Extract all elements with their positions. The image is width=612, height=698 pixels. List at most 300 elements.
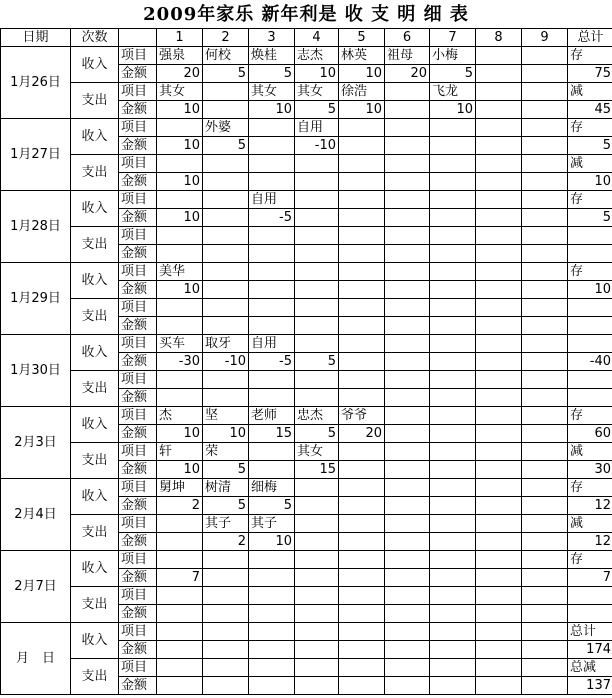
- item-cell: 树清: [203, 479, 249, 497]
- table-row: [1, 623, 612, 641]
- item-cell: [339, 551, 385, 569]
- item-cell: 外婆: [203, 119, 249, 137]
- item-cell: [430, 335, 476, 353]
- date-cell: 1月28日: [1, 191, 71, 263]
- item-label: 项目: [119, 371, 157, 389]
- item-cell: 轩: [157, 443, 203, 461]
- item-cell: 徐浩: [339, 83, 385, 101]
- amount-cell: [385, 677, 430, 695]
- total-label-cell: 存: [568, 47, 612, 65]
- amount-cell: [157, 641, 203, 659]
- header-row: [1, 29, 612, 47]
- amount-cell: -10: [203, 353, 249, 371]
- amount-cell: [385, 605, 430, 623]
- amount-cell: [203, 677, 249, 695]
- amount-cell: [430, 425, 476, 443]
- amount-cell: [385, 569, 430, 587]
- amount-cell: [522, 137, 568, 155]
- amount-cell: [339, 533, 385, 551]
- amount-cell: 5: [203, 137, 249, 155]
- item-cell: [385, 191, 430, 209]
- item-cell: [203, 191, 249, 209]
- table-row: [1, 263, 612, 281]
- amount-cell: [249, 641, 295, 659]
- amount-cell: [385, 497, 430, 515]
- total-value-cell: 7: [568, 569, 612, 587]
- amount-cell: 10: [157, 173, 203, 191]
- item-cell: [203, 371, 249, 389]
- amount-cell: [476, 101, 522, 119]
- item-cell: [385, 227, 430, 245]
- item-cell: 买车: [157, 335, 203, 353]
- amount-cell: [249, 389, 295, 407]
- amount-cell: [522, 281, 568, 299]
- item-cell: [203, 659, 249, 677]
- item-label: 项目: [119, 443, 157, 461]
- item-cell: [249, 119, 295, 137]
- item-label: 项目: [119, 551, 157, 569]
- item-cell: [430, 515, 476, 533]
- expense-type-cell: 支出: [71, 443, 119, 479]
- item-cell: [157, 551, 203, 569]
- amount-cell: [339, 461, 385, 479]
- amount-cell: [385, 353, 430, 371]
- amount-label: 金额: [119, 209, 157, 227]
- item-cell: [430, 443, 476, 461]
- item-cell: [203, 299, 249, 317]
- item-cell: [430, 155, 476, 173]
- item-cell: [157, 659, 203, 677]
- total-value-cell: 174: [568, 641, 612, 659]
- sheet-title: 2009年家乐 新年利是 收 支 明 细 表: [143, 4, 469, 25]
- table-row: [1, 227, 612, 245]
- header-label-spacer: [119, 29, 157, 47]
- amount-cell: [385, 101, 430, 119]
- amount-label: 金额: [119, 353, 157, 371]
- income-type-cell: 收入: [71, 335, 119, 371]
- item-cell: [339, 515, 385, 533]
- amount-cell: [476, 641, 522, 659]
- total-value-cell: -40: [568, 353, 612, 371]
- income-type-cell: 收入: [71, 119, 119, 155]
- item-cell: [476, 371, 522, 389]
- item-cell: [203, 83, 249, 101]
- amount-cell: -5: [249, 353, 295, 371]
- expense-type-cell: 支出: [71, 155, 119, 191]
- item-cell: [430, 479, 476, 497]
- amount-cell: [339, 353, 385, 371]
- item-cell: [522, 191, 568, 209]
- item-cell: [385, 443, 430, 461]
- item-cell: [430, 659, 476, 677]
- item-cell: [476, 191, 522, 209]
- amount-cell: [476, 137, 522, 155]
- item-cell: [522, 47, 568, 65]
- item-cell: 其女: [295, 83, 339, 101]
- item-cell: [385, 407, 430, 425]
- amount-cell: 20: [385, 65, 430, 83]
- item-cell: [385, 83, 430, 101]
- amount-cell: [203, 245, 249, 263]
- amount-cell: [430, 317, 476, 335]
- item-label: 项目: [119, 227, 157, 245]
- amount-label: 金额: [119, 497, 157, 515]
- amount-cell: [476, 173, 522, 191]
- amount-cell: 5: [203, 497, 249, 515]
- amount-cell: [522, 317, 568, 335]
- amount-cell: [295, 281, 339, 299]
- amount-cell: [203, 317, 249, 335]
- item-cell: [522, 479, 568, 497]
- item-cell: [476, 119, 522, 137]
- item-cell: [476, 155, 522, 173]
- amount-cell: [522, 641, 568, 659]
- item-cell: [476, 551, 522, 569]
- header-date: 日期: [1, 29, 71, 47]
- income-type-cell: 收入: [71, 623, 119, 659]
- item-cell: [430, 227, 476, 245]
- amount-label: 金额: [119, 389, 157, 407]
- amount-cell: 10: [203, 425, 249, 443]
- item-cell: 荣: [203, 443, 249, 461]
- amount-cell: 10: [339, 101, 385, 119]
- item-cell: [157, 191, 203, 209]
- total-label-cell: 总减: [568, 659, 612, 677]
- amount-cell: -10: [295, 137, 339, 155]
- total-value-cell: 5: [568, 137, 612, 155]
- amount-cell: -5: [249, 209, 295, 227]
- item-cell: [203, 227, 249, 245]
- item-cell: [339, 587, 385, 605]
- amount-cell: 5: [295, 101, 339, 119]
- date-cell: 2月7日: [1, 551, 71, 623]
- item-cell: [249, 263, 295, 281]
- table-row: [1, 659, 612, 677]
- total-value-cell: 5: [568, 209, 612, 227]
- amount-cell: [430, 353, 476, 371]
- total-label-cell: 存: [568, 407, 612, 425]
- amount-cell: [476, 353, 522, 371]
- item-cell: [339, 191, 385, 209]
- item-cell: [522, 335, 568, 353]
- item-cell: [430, 587, 476, 605]
- amount-cell: [476, 497, 522, 515]
- expense-type-cell: 支出: [71, 659, 119, 695]
- income-type-cell: 收入: [71, 191, 119, 227]
- amount-cell: 10: [157, 425, 203, 443]
- total-value-cell: [568, 245, 612, 263]
- amount-cell: 10: [295, 65, 339, 83]
- amount-cell: [339, 641, 385, 659]
- item-cell: [339, 479, 385, 497]
- amount-cell: [339, 317, 385, 335]
- item-cell: [295, 191, 339, 209]
- amount-cell: [476, 65, 522, 83]
- item-cell: [430, 191, 476, 209]
- item-cell: [295, 587, 339, 605]
- amount-cell: [203, 209, 249, 227]
- item-cell: [157, 623, 203, 641]
- item-cell: [339, 155, 385, 173]
- item-cell: [476, 227, 522, 245]
- item-cell: 细梅: [249, 479, 295, 497]
- amount-cell: 10: [157, 209, 203, 227]
- table-row: [1, 443, 612, 461]
- item-label: 项目: [119, 155, 157, 173]
- item-cell: 其女: [157, 83, 203, 101]
- item-cell: [157, 119, 203, 137]
- amount-label: 金额: [119, 245, 157, 263]
- item-cell: [203, 587, 249, 605]
- item-cell: [476, 587, 522, 605]
- item-label: 项目: [119, 83, 157, 101]
- item-cell: 自用: [249, 191, 295, 209]
- amount-cell: 2: [203, 533, 249, 551]
- item-cell: [295, 515, 339, 533]
- amount-label: 金额: [119, 569, 157, 587]
- item-cell: [522, 227, 568, 245]
- amount-cell: 10: [249, 101, 295, 119]
- amount-cell: [203, 173, 249, 191]
- header-count: 次数: [71, 29, 119, 47]
- table-row: [1, 587, 612, 605]
- amount-label: 金额: [119, 641, 157, 659]
- amount-cell: [522, 173, 568, 191]
- expense-type-cell: 支出: [71, 299, 119, 335]
- item-cell: [430, 551, 476, 569]
- amount-cell: 15: [295, 461, 339, 479]
- item-label: 项目: [119, 335, 157, 353]
- amount-cell: [476, 209, 522, 227]
- item-label: 项目: [119, 119, 157, 137]
- item-cell: [385, 587, 430, 605]
- total-value-cell: 10: [568, 173, 612, 191]
- amount-cell: [295, 497, 339, 515]
- total-label-cell: 存: [568, 119, 612, 137]
- amount-cell: [476, 677, 522, 695]
- amount-cell: [339, 569, 385, 587]
- item-cell: [476, 407, 522, 425]
- item-cell: 老师: [249, 407, 295, 425]
- item-cell: [430, 623, 476, 641]
- amount-cell: 10: [157, 101, 203, 119]
- income-type-cell: 收入: [71, 47, 119, 83]
- total-value-cell: [568, 317, 612, 335]
- amount-cell: [157, 389, 203, 407]
- item-cell: [295, 479, 339, 497]
- item-cell: [157, 227, 203, 245]
- amount-cell: [385, 641, 430, 659]
- item-cell: [295, 227, 339, 245]
- item-cell: 自用: [295, 119, 339, 137]
- amount-cell: [476, 569, 522, 587]
- header-total: 总计: [568, 29, 612, 47]
- total-label-cell: [568, 227, 612, 245]
- table-row: [1, 119, 612, 137]
- item-cell: [385, 623, 430, 641]
- header-col-8: 8: [476, 29, 522, 47]
- item-cell: [157, 587, 203, 605]
- item-cell: 其子: [203, 515, 249, 533]
- amount-cell: [339, 137, 385, 155]
- amount-cell: [522, 533, 568, 551]
- item-cell: [476, 479, 522, 497]
- item-cell: [385, 155, 430, 173]
- item-cell: [249, 443, 295, 461]
- amount-cell: [430, 569, 476, 587]
- expense-type-cell: 支出: [71, 587, 119, 623]
- amount-cell: 15: [249, 425, 295, 443]
- total-label-cell: [568, 587, 612, 605]
- item-cell: [522, 407, 568, 425]
- total-label-cell: [568, 335, 612, 353]
- date-cell: 1月27日: [1, 119, 71, 191]
- amount-cell: [249, 317, 295, 335]
- expense-type-cell: 支出: [71, 371, 119, 407]
- item-cell: [522, 299, 568, 317]
- ledger-table: [0, 28, 612, 695]
- header-col-9: 9: [522, 29, 568, 47]
- table-row: [1, 407, 612, 425]
- item-cell: [522, 155, 568, 173]
- amount-cell: [385, 533, 430, 551]
- amount-cell: [249, 605, 295, 623]
- income-type-cell: 收入: [71, 479, 119, 515]
- amount-cell: [522, 353, 568, 371]
- table-row: [1, 371, 612, 389]
- income-type-cell: 收入: [71, 551, 119, 587]
- total-value-cell: 75: [568, 65, 612, 83]
- amount-cell: [385, 281, 430, 299]
- amount-cell: [339, 281, 385, 299]
- item-cell: [430, 263, 476, 281]
- item-cell: [385, 371, 430, 389]
- amount-cell: -30: [157, 353, 203, 371]
- amount-label: 金额: [119, 65, 157, 83]
- amount-cell: [203, 101, 249, 119]
- amount-cell: [430, 281, 476, 299]
- amount-cell: [339, 605, 385, 623]
- amount-cell: [476, 245, 522, 263]
- total-label-cell: 总计: [568, 623, 612, 641]
- header-col-6: 6: [385, 29, 430, 47]
- item-cell: 何校: [203, 47, 249, 65]
- amount-cell: [339, 245, 385, 263]
- amount-cell: [430, 677, 476, 695]
- amount-cell: [430, 137, 476, 155]
- amount-cell: [295, 209, 339, 227]
- item-label: 项目: [119, 191, 157, 209]
- item-cell: [476, 623, 522, 641]
- date-cell: 1月29日: [1, 263, 71, 335]
- item-cell: 取牙: [203, 335, 249, 353]
- total-value-cell: [568, 389, 612, 407]
- amount-cell: [522, 605, 568, 623]
- total-value-cell: 60: [568, 425, 612, 443]
- amount-cell: [522, 677, 568, 695]
- amount-cell: [430, 389, 476, 407]
- item-cell: [157, 371, 203, 389]
- amount-cell: [522, 209, 568, 227]
- amount-cell: 2: [157, 497, 203, 515]
- item-cell: [249, 227, 295, 245]
- date-cell: 2月3日: [1, 407, 71, 479]
- amount-cell: 5: [203, 461, 249, 479]
- table-row: [1, 155, 612, 173]
- amount-cell: 5: [295, 353, 339, 371]
- item-cell: 林英: [339, 47, 385, 65]
- amount-cell: [295, 533, 339, 551]
- item-label: 项目: [119, 659, 157, 677]
- amount-cell: [203, 605, 249, 623]
- item-cell: [522, 623, 568, 641]
- amount-cell: [476, 605, 522, 623]
- item-cell: 焕桂: [249, 47, 295, 65]
- item-label: 项目: [119, 479, 157, 497]
- item-cell: [476, 47, 522, 65]
- total-value-cell: [568, 605, 612, 623]
- item-cell: 其子: [249, 515, 295, 533]
- item-cell: [157, 299, 203, 317]
- amount-cell: [295, 389, 339, 407]
- item-label: 项目: [119, 623, 157, 641]
- item-cell: [339, 227, 385, 245]
- amount-cell: [249, 461, 295, 479]
- item-cell: 强泉: [157, 47, 203, 65]
- item-cell: [339, 263, 385, 281]
- amount-cell: [430, 173, 476, 191]
- amount-cell: 20: [339, 425, 385, 443]
- item-cell: 美华: [157, 263, 203, 281]
- amount-cell: 20: [157, 65, 203, 83]
- amount-cell: [522, 65, 568, 83]
- amount-label: 金额: [119, 137, 157, 155]
- amount-cell: [157, 317, 203, 335]
- header-col-5: 5: [339, 29, 385, 47]
- total-value-cell: 30: [568, 461, 612, 479]
- total-label-cell: 存: [568, 551, 612, 569]
- item-cell: [522, 119, 568, 137]
- item-cell: [385, 335, 430, 353]
- item-cell: [476, 299, 522, 317]
- amount-cell: [430, 461, 476, 479]
- item-cell: 飞龙: [430, 83, 476, 101]
- amount-cell: [295, 569, 339, 587]
- total-value-cell: 10: [568, 281, 612, 299]
- amount-cell: [430, 641, 476, 659]
- item-cell: [430, 371, 476, 389]
- item-cell: [339, 119, 385, 137]
- amount-cell: 10: [157, 281, 203, 299]
- total-label-cell: 存: [568, 479, 612, 497]
- amount-label: 金额: [119, 281, 157, 299]
- amount-cell: [339, 173, 385, 191]
- table-row: [1, 551, 612, 569]
- item-cell: 祖母: [385, 47, 430, 65]
- header-col-7: 7: [430, 29, 476, 47]
- amount-cell: [203, 389, 249, 407]
- item-cell: [249, 551, 295, 569]
- total-value-cell: 12: [568, 497, 612, 515]
- table-row: [1, 335, 612, 353]
- item-cell: 其女: [295, 443, 339, 461]
- item-cell: [295, 263, 339, 281]
- amount-cell: [339, 677, 385, 695]
- item-label: 项目: [119, 263, 157, 281]
- item-label: 项目: [119, 407, 157, 425]
- amount-cell: [249, 281, 295, 299]
- amount-cell: [249, 137, 295, 155]
